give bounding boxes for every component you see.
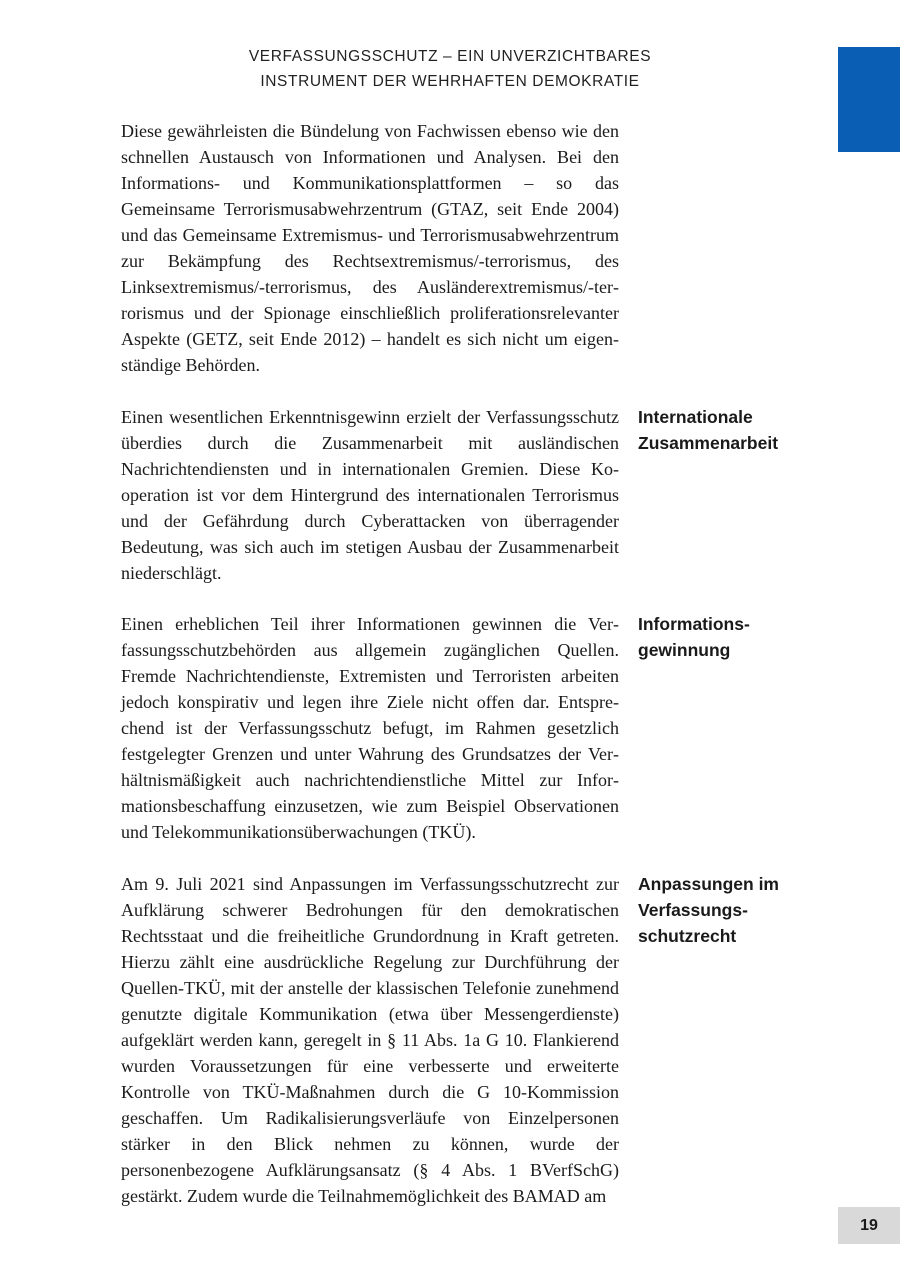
paragraph-platforms: Diese gewährleisten die Bündelung von Fachwissen ebenso wie den schnellen Austausch von Informationen und Analysen. Bei den Informations- und Kommunikationsplattformen – so das Gemeinsame Terrorismusabwehrzentrum (GTAZ, seit Ende 2004) und das Gemeinsame Extremismus- und Terrorismusabwehrzentrum zur Bekämpfung des Rechtsextremismus/-terrorismus, des Linksextremismus/-terrorismus, des Ausländerextremismus/-terrorismus und der Spionage einschließlich proliferationsrelevanter Aspekte (GETZ, seit Ende 2012) – handelt es sich nicht um eigenständige Behörden. [121, 121, 619, 375]
paragraph-international-cooperation: Einen wesentlichen Erkenntnisgewinn erzielt der Verfassungsschutz überdies durch die Zusammenarbeit mit ausländischen Nachrichtendiensten und in internationalen Gremien. Diese Kooperation ist vor dem Hintergrund des internationalen Terrorismus und der Gefährdung durch Cyberattacken von überragender Bedeutung, was sich auch im stetigen Ausbau der Zusammenarbeit niederschlägt. [121, 407, 619, 583]
side-heading-international-cooperation: Internationale Zusammenarbeit [638, 407, 779, 453]
side-heading-law-amendments: Anpassungen im Verfassungs- schutzrecht [638, 874, 779, 946]
paragraph-law-amendments: Am 9. Juli 2021 sind Anpassungen im Verfassungsschutzrecht zur Aufklärung schwerer Bedrohungen für den demokratischen Rechtsstaat und die freiheitliche Grundordnung in Kraft getreten. Hierzu zählt eine ausdrückliche Regelung zur Durchführung der Quellen-TKÜ, mit der anstelle der klassischen Telefonie zunehmend genutzte digitale Kommunikation (etwa über Messengerdienste) aufgeklärt werden kann, geregelt in § 11 Abs. 1a G 10. Flankierend wurden Voraussetzungen für eine verbesserte und erweiterte Kontrolle von TKÜ-Maßnahmen durch die G 10-Kommission geschaffen. Um Radikalisierungsverläufe von Einzelpersonen stärker in den Blick nehmen zu können, wurde der personenbezogene Aufklärungsansatz (§ 4 Abs. 1 BVerfSchG) gestärkt. Zudem wurde die Teilnahmemöglichkeit des BAMAD am [121, 874, 619, 1206]
paragraph-information-gathering: Einen erheblichen Teil ihrer Informationen gewinnen die Verfassungsschutzbehörden aus allgemein zugänglichen Quellen. Fremde Nachrichtendienste, Extremisten und Terroristen arbeiten jedoch konspirativ und legen ihre Ziele nicht offen dar. Entsprechend ist der Verfassungsschutz befugt, im Rahmen gesetzlich festgelegter Grenzen und unter Wahrung des Grundsatzes der Verhältnismäßigkeit auch nachrichtendienstliche Mittel zur Informationsbeschaffung einzusetzen, wie zum Beispiel Observationen und Telekommunikationsüberwachungen (TKÜ). [121, 614, 619, 842]
page-number: 19 [838, 1207, 900, 1244]
header-line-1: VERFASSUNGSSCHUTZ – EIN UNVERZICHTBARES [248, 48, 652, 65]
running-header [180, 44, 720, 94]
header-line-2: INSTRUMENT DER WEHRHAFTEN DEMOKRATIE [260, 73, 640, 90]
side-heading-information-gathering: Informations- gewinnung [638, 614, 750, 660]
chapter-tab-marker [838, 47, 900, 152]
